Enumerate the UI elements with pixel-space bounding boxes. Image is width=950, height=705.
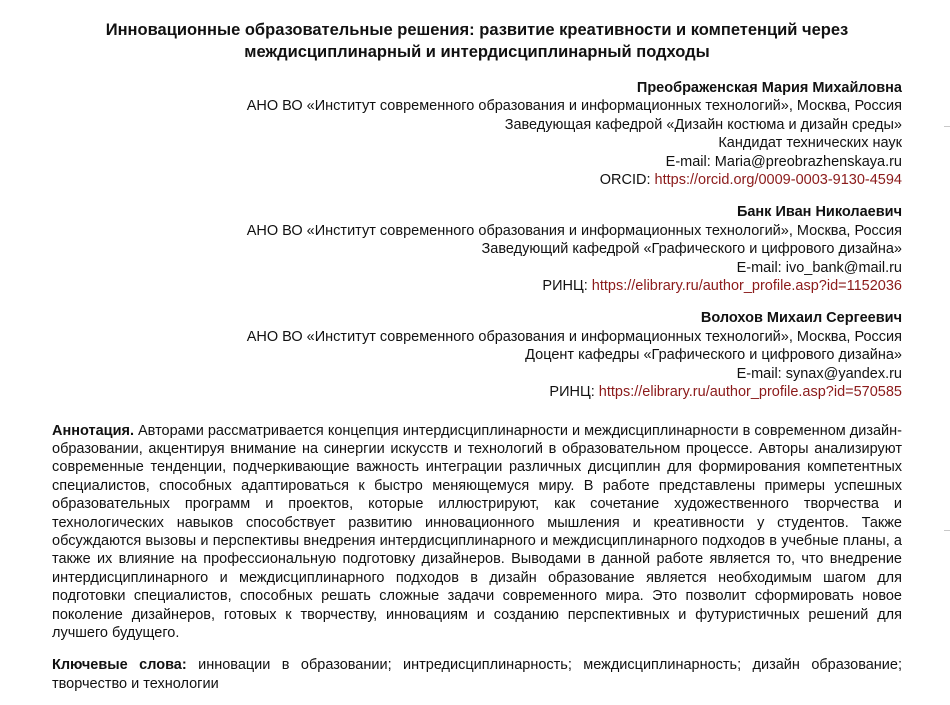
author-id-label: РИНЦ: [542,278,592,295]
author-position: Заведующий кафедрой «Графического и цифрового дизайна» [481,241,902,258]
author-name: Преображенская Мария Михайловна [636,80,902,96]
article-header [52,19,902,693]
rinc-link[interactable]: https://elibrary.ru/author_profile.asp?id=1152036 [591,278,902,295]
author-id-label: ORCID: [599,172,655,189]
author-id-line [52,383,902,401]
abstract-paragraph [52,422,902,643]
author-position: Заведующая кафедрой «Дизайн костюма и дизайн среды» [504,116,902,133]
author-block-2 [52,203,902,295]
author-organization: АНО ВО «Институт современного образования и информационных технологий», Москва, Россия [246,98,902,115]
author-email: E-mail: synax@yandex.ru [736,365,902,382]
author-name: Банк Иван Николаевич [736,204,902,221]
abstract-text: Авторами рассматривается концепция интердисциплинарности и междисциплинарности в современном дизайн-образовании, акцентируя внимание на синергии искусств и технологий в образовательном процессе. Авторы анализируют современные тенденции, подчеркивающие важность интеграции различных дисциплин для формирования компетентных специалистов, способных адаптироваться к быстро меняющемуся миру. В работе представлены примеры успешных образовательных программ и проектов, которые иллюстрируют, как сочетание художественного творчества и технологических навыков способствует развитию инновационного мышления и креативности у студентов. Также обсуждаются вызовы и перспективы внедрения интердисциплинарного и междисциплинарного подходов в учебные планы, а также их влияние на профессиональную подготовку дизайнеров. Выводами в данной работе является то, что внедрение интердисциплинарного и междисциплинарного подходов в дизайн образование является необходимым шагом для подготовки специалистов, способных решать сложные задачи современного мира. Это позволит сформировать новое поколение дизайнеров, готовых к творчеству, инновациям и созданию перспективных и футуристичных решений для лучшего будущего. [52,422,902,641]
keywords-label: Ключевые слова: [52,657,187,674]
page-edge-mark [944,126,950,127]
author-organization: АНО ВО «Институт современного образования и информационных технологий», Москва, Россия [246,328,902,345]
article-title: Инновационные образовательные решения: развитие креативности и компетенций через междисциплинарный и интердисциплинарный подходы [105,21,849,61]
rinc-link[interactable]: https://elibrary.ru/author_profile.asp?id=570585 [598,384,902,401]
page-edge-mark [944,530,950,531]
abstract-label: Аннотация. [52,422,134,439]
author-id-line [52,277,902,295]
author-block-3 [52,309,902,401]
author-organization: АНО ВО «Институт современного образования и информационных технологий», Москва, Россия [246,222,902,239]
author-id-line [52,171,902,189]
author-position: Доцент кафедры «Графического и цифрового дизайна» [525,347,902,364]
author-email: E-mail: ivo_bank@mail.ru [736,259,902,276]
author-degree: Кандидат технических наук [718,135,902,152]
author-email: E-mail: Maria@preobrazhenskaya.ru [665,153,902,170]
keywords-paragraph [52,656,902,693]
author-id-label: РИНЦ: [549,384,599,401]
author-block-1 [52,79,902,189]
keywords-text: инновации в образовании; интредисциплинарность; междисциплинарность; дизайн образование; творчество и технологии [52,657,903,692]
orcid-link[interactable]: https://orcid.org/0009-0003-9130-4594 [654,172,902,189]
author-name: Волохов Михаил Сергеевич [700,310,902,327]
